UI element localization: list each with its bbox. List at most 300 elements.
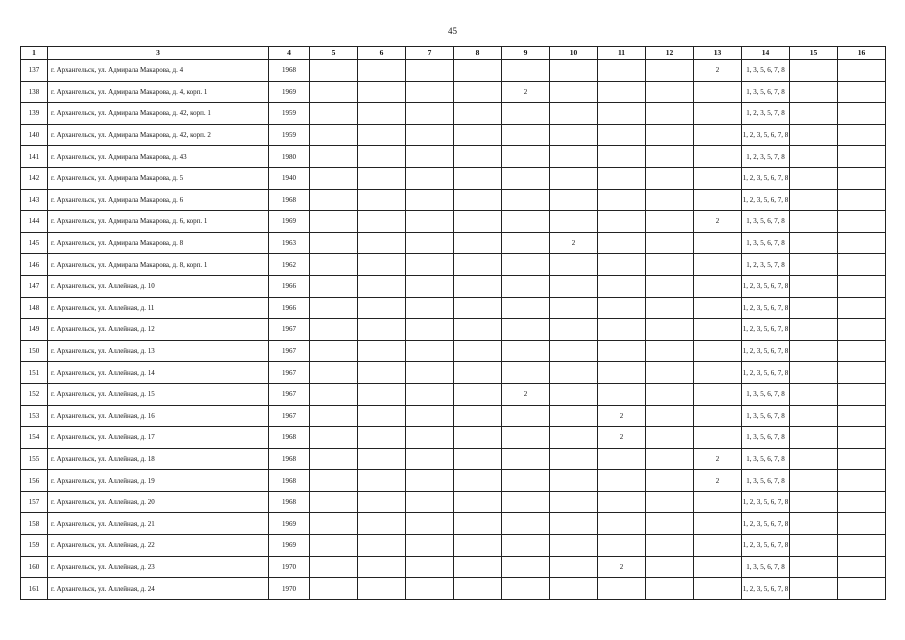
col10-cell bbox=[550, 427, 598, 449]
col16-cell bbox=[838, 362, 886, 384]
col11-cell bbox=[598, 340, 646, 362]
col5-cell bbox=[310, 297, 358, 319]
address-cell: г. Архангельск, ул. Аллейная, д. 15 bbox=[48, 383, 269, 405]
col11-cell bbox=[598, 146, 646, 168]
column-header: 6 bbox=[358, 47, 406, 60]
col13-cell bbox=[694, 491, 742, 513]
col16-cell bbox=[838, 513, 886, 535]
col15-cell bbox=[790, 448, 838, 470]
table-row bbox=[21, 383, 886, 405]
col8-cell bbox=[454, 189, 502, 211]
col5-cell bbox=[310, 146, 358, 168]
col14-cell: 1, 3, 5, 6, 7, 8 bbox=[742, 470, 790, 492]
year-cell: 1970 bbox=[269, 578, 310, 600]
col12-cell bbox=[646, 275, 694, 297]
table-row bbox=[21, 189, 886, 211]
col11-cell bbox=[598, 189, 646, 211]
col16-cell bbox=[838, 535, 886, 557]
col7-cell bbox=[406, 535, 454, 557]
col15-cell bbox=[790, 275, 838, 297]
table-row bbox=[21, 124, 886, 146]
col13-cell bbox=[694, 427, 742, 449]
row-number-cell: 153 bbox=[21, 405, 48, 427]
address-cell: г. Архангельск, ул. Аллейная, д. 12 bbox=[48, 319, 269, 341]
col6-cell bbox=[358, 340, 406, 362]
col9-cell bbox=[502, 578, 550, 600]
col16-cell bbox=[838, 275, 886, 297]
table-row bbox=[21, 60, 886, 82]
address-cell: г. Архангельск, ул. Адмирала Макарова, д. 42, корп. 2 bbox=[48, 124, 269, 146]
col6-cell bbox=[358, 189, 406, 211]
col10-cell bbox=[550, 556, 598, 578]
year-cell: 1968 bbox=[269, 448, 310, 470]
col16-cell bbox=[838, 189, 886, 211]
col5-cell bbox=[310, 513, 358, 535]
col15-cell bbox=[790, 211, 838, 233]
table-row bbox=[21, 275, 886, 297]
col10-cell bbox=[550, 491, 598, 513]
column-header: 14 bbox=[742, 47, 790, 60]
year-cell: 1967 bbox=[269, 405, 310, 427]
col7-cell bbox=[406, 319, 454, 341]
col16-cell bbox=[838, 340, 886, 362]
col14-cell: 1, 3, 5, 6, 7, 8 bbox=[742, 81, 790, 103]
col5-cell bbox=[310, 211, 358, 233]
col13-cell: 2 bbox=[694, 448, 742, 470]
col15-cell bbox=[790, 232, 838, 254]
column-header: 7 bbox=[406, 47, 454, 60]
col8-cell bbox=[454, 340, 502, 362]
col7-cell bbox=[406, 448, 454, 470]
col15-cell bbox=[790, 81, 838, 103]
col6-cell bbox=[358, 103, 406, 125]
col14-cell: 1, 2, 3, 5, 6, 7, 8 bbox=[742, 362, 790, 384]
year-cell: 1969 bbox=[269, 535, 310, 557]
table-row bbox=[21, 405, 886, 427]
col9-cell bbox=[502, 340, 550, 362]
col8-cell bbox=[454, 448, 502, 470]
col5-cell bbox=[310, 491, 358, 513]
col6-cell bbox=[358, 362, 406, 384]
col10-cell bbox=[550, 146, 598, 168]
col14-cell: 1, 3, 5, 6, 7, 8 bbox=[742, 427, 790, 449]
table-row bbox=[21, 427, 886, 449]
col5-cell bbox=[310, 448, 358, 470]
row-number-cell: 154 bbox=[21, 427, 48, 449]
col14-cell: 1, 2, 3, 5, 6, 7, 8 bbox=[742, 491, 790, 513]
page-number: 45 bbox=[448, 26, 457, 36]
col13-cell bbox=[694, 254, 742, 276]
col7-cell bbox=[406, 556, 454, 578]
col10-cell bbox=[550, 60, 598, 82]
col14-cell: 1, 3, 5, 6, 7, 8 bbox=[742, 448, 790, 470]
col9-cell: 2 bbox=[502, 383, 550, 405]
row-number-cell: 150 bbox=[21, 340, 48, 362]
col13-cell bbox=[694, 513, 742, 535]
col7-cell bbox=[406, 81, 454, 103]
col14-cell: 1, 2, 3, 5, 6, 7, 8 bbox=[742, 535, 790, 557]
col6-cell bbox=[358, 556, 406, 578]
col10-cell bbox=[550, 405, 598, 427]
column-header: 16 bbox=[838, 47, 886, 60]
col6-cell bbox=[358, 513, 406, 535]
col14-cell: 1, 3, 5, 6, 7, 8 bbox=[742, 556, 790, 578]
col15-cell bbox=[790, 103, 838, 125]
col12-cell bbox=[646, 211, 694, 233]
address-cell: г. Архангельск, ул. Аллейная, д. 18 bbox=[48, 448, 269, 470]
col11-cell: 2 bbox=[598, 556, 646, 578]
address-cell: г. Архангельск, ул. Аллейная, д. 21 bbox=[48, 513, 269, 535]
table-row bbox=[21, 362, 886, 384]
col14-cell: 1, 3, 5, 6, 7, 8 bbox=[742, 405, 790, 427]
col5-cell bbox=[310, 340, 358, 362]
table-row bbox=[21, 167, 886, 189]
col16-cell bbox=[838, 167, 886, 189]
col6-cell bbox=[358, 535, 406, 557]
col7-cell bbox=[406, 124, 454, 146]
col10-cell bbox=[550, 297, 598, 319]
col7-cell bbox=[406, 362, 454, 384]
address-cell: г. Архангельск, ул. Адмирала Макарова, д. 42, корп. 1 bbox=[48, 103, 269, 125]
table-row bbox=[21, 319, 886, 341]
col13-cell bbox=[694, 167, 742, 189]
col13-cell bbox=[694, 146, 742, 168]
column-header: 13 bbox=[694, 47, 742, 60]
col5-cell bbox=[310, 319, 358, 341]
col6-cell bbox=[358, 491, 406, 513]
row-number-cell: 144 bbox=[21, 211, 48, 233]
col6-cell bbox=[358, 167, 406, 189]
col12-cell bbox=[646, 340, 694, 362]
col10-cell bbox=[550, 254, 598, 276]
column-header: 3 bbox=[48, 47, 269, 60]
year-cell: 1959 bbox=[269, 124, 310, 146]
col15-cell bbox=[790, 362, 838, 384]
col9-cell bbox=[502, 254, 550, 276]
col9-cell bbox=[502, 513, 550, 535]
col5-cell bbox=[310, 254, 358, 276]
col11-cell bbox=[598, 578, 646, 600]
col12-cell bbox=[646, 189, 694, 211]
year-cell: 1968 bbox=[269, 427, 310, 449]
col8-cell bbox=[454, 232, 502, 254]
table-row bbox=[21, 232, 886, 254]
col7-cell bbox=[406, 427, 454, 449]
row-number-cell: 160 bbox=[21, 556, 48, 578]
col10-cell bbox=[550, 383, 598, 405]
col5-cell bbox=[310, 275, 358, 297]
col9-cell bbox=[502, 167, 550, 189]
col12-cell bbox=[646, 470, 694, 492]
col14-cell: 1, 2, 3, 5, 7, 8 bbox=[742, 254, 790, 276]
col11-cell bbox=[598, 124, 646, 146]
col12-cell bbox=[646, 81, 694, 103]
col15-cell bbox=[790, 146, 838, 168]
year-cell: 1967 bbox=[269, 319, 310, 341]
year-cell: 1969 bbox=[269, 81, 310, 103]
col12-cell bbox=[646, 319, 694, 341]
col15-cell bbox=[790, 535, 838, 557]
col8-cell bbox=[454, 405, 502, 427]
col15-cell bbox=[790, 427, 838, 449]
col8-cell bbox=[454, 297, 502, 319]
address-cell: г. Архангельск, ул. Аллейная, д. 24 bbox=[48, 578, 269, 600]
col16-cell bbox=[838, 232, 886, 254]
col11-cell bbox=[598, 513, 646, 535]
col15-cell bbox=[790, 167, 838, 189]
address-cell: г. Архангельск, ул. Адмирала Макарова, д. 4, корп. 1 bbox=[48, 81, 269, 103]
col6-cell bbox=[358, 81, 406, 103]
col6-cell bbox=[358, 275, 406, 297]
col10-cell bbox=[550, 211, 598, 233]
column-header: 11 bbox=[598, 47, 646, 60]
col16-cell bbox=[838, 124, 886, 146]
col13-cell bbox=[694, 319, 742, 341]
col9-cell bbox=[502, 556, 550, 578]
col16-cell bbox=[838, 578, 886, 600]
col16-cell bbox=[838, 297, 886, 319]
col12-cell bbox=[646, 254, 694, 276]
col15-cell bbox=[790, 470, 838, 492]
year-cell: 1968 bbox=[269, 60, 310, 82]
year-cell: 1980 bbox=[269, 146, 310, 168]
col5-cell bbox=[310, 535, 358, 557]
year-cell: 1968 bbox=[269, 189, 310, 211]
col6-cell bbox=[358, 427, 406, 449]
col10-cell bbox=[550, 470, 598, 492]
col11-cell bbox=[598, 81, 646, 103]
col11-cell bbox=[598, 319, 646, 341]
col9-cell bbox=[502, 232, 550, 254]
col12-cell bbox=[646, 405, 694, 427]
address-cell: г. Архангельск, ул. Адмирала Макарова, д. 6 bbox=[48, 189, 269, 211]
row-number-cell: 147 bbox=[21, 275, 48, 297]
row-number-cell: 152 bbox=[21, 383, 48, 405]
col16-cell bbox=[838, 427, 886, 449]
table-row bbox=[21, 491, 886, 513]
col16-cell bbox=[838, 319, 886, 341]
column-header: 15 bbox=[790, 47, 838, 60]
year-cell: 1967 bbox=[269, 383, 310, 405]
col8-cell bbox=[454, 535, 502, 557]
col11-cell bbox=[598, 383, 646, 405]
col13-cell: 2 bbox=[694, 60, 742, 82]
col13-cell bbox=[694, 81, 742, 103]
col9-cell bbox=[502, 427, 550, 449]
col14-cell: 1, 2, 3, 5, 6, 7, 8 bbox=[742, 275, 790, 297]
col13-cell bbox=[694, 340, 742, 362]
year-cell: 1967 bbox=[269, 340, 310, 362]
col13-cell bbox=[694, 297, 742, 319]
col8-cell bbox=[454, 470, 502, 492]
col6-cell bbox=[358, 232, 406, 254]
col7-cell bbox=[406, 167, 454, 189]
col9-cell bbox=[502, 362, 550, 384]
year-cell: 1969 bbox=[269, 211, 310, 233]
col14-cell: 1, 2, 3, 5, 6, 7, 8 bbox=[742, 189, 790, 211]
col16-cell bbox=[838, 81, 886, 103]
col10-cell bbox=[550, 513, 598, 535]
col8-cell bbox=[454, 81, 502, 103]
col16-cell bbox=[838, 254, 886, 276]
row-number-cell: 142 bbox=[21, 167, 48, 189]
row-number-cell: 140 bbox=[21, 124, 48, 146]
col9-cell bbox=[502, 448, 550, 470]
col7-cell bbox=[406, 254, 454, 276]
col9-cell bbox=[502, 470, 550, 492]
address-cell: г. Архангельск, ул. Адмирала Макарова, д. 43 bbox=[48, 146, 269, 168]
year-cell: 1959 bbox=[269, 103, 310, 125]
col9-cell bbox=[502, 319, 550, 341]
col12-cell bbox=[646, 535, 694, 557]
column-header: 10 bbox=[550, 47, 598, 60]
address-cell: г. Архангельск, ул. Аллейная, д. 16 bbox=[48, 405, 269, 427]
col15-cell bbox=[790, 405, 838, 427]
table-row bbox=[21, 103, 886, 125]
col14-cell: 1, 2, 3, 5, 6, 7, 8 bbox=[742, 297, 790, 319]
col8-cell bbox=[454, 167, 502, 189]
table-row bbox=[21, 297, 886, 319]
col5-cell bbox=[310, 362, 358, 384]
col6-cell bbox=[358, 60, 406, 82]
col15-cell bbox=[790, 60, 838, 82]
row-number-cell: 157 bbox=[21, 491, 48, 513]
col6-cell bbox=[358, 448, 406, 470]
column-header: 5 bbox=[310, 47, 358, 60]
address-cell: г. Архангельск, ул. Адмирала Макарова, д. 8 bbox=[48, 232, 269, 254]
address-cell: г. Архангельск, ул. Аллейная, д. 23 bbox=[48, 556, 269, 578]
column-header: 12 bbox=[646, 47, 694, 60]
col5-cell bbox=[310, 232, 358, 254]
col12-cell bbox=[646, 383, 694, 405]
col13-cell: 2 bbox=[694, 211, 742, 233]
table-body bbox=[21, 60, 886, 600]
row-number-cell: 151 bbox=[21, 362, 48, 384]
col8-cell bbox=[454, 103, 502, 125]
col8-cell bbox=[454, 362, 502, 384]
col7-cell bbox=[406, 470, 454, 492]
col7-cell bbox=[406, 60, 454, 82]
col14-cell: 1, 2, 3, 5, 6, 7, 8 bbox=[742, 578, 790, 600]
col6-cell bbox=[358, 383, 406, 405]
col12-cell bbox=[646, 124, 694, 146]
col10-cell bbox=[550, 535, 598, 557]
col13-cell bbox=[694, 535, 742, 557]
row-number-cell: 146 bbox=[21, 254, 48, 276]
col15-cell bbox=[790, 189, 838, 211]
address-cell: г. Архангельск, ул. Аллейная, д. 20 bbox=[48, 491, 269, 513]
table-row bbox=[21, 578, 886, 600]
col12-cell bbox=[646, 578, 694, 600]
col5-cell bbox=[310, 578, 358, 600]
col14-cell: 1, 2, 3, 5, 6, 7, 8 bbox=[742, 319, 790, 341]
col13-cell bbox=[694, 189, 742, 211]
col10-cell bbox=[550, 81, 598, 103]
col16-cell bbox=[838, 383, 886, 405]
col9-cell: 2 bbox=[502, 81, 550, 103]
address-cell: г. Архангельск, ул. Аллейная, д. 22 bbox=[48, 535, 269, 557]
col5-cell bbox=[310, 556, 358, 578]
col8-cell bbox=[454, 491, 502, 513]
col8-cell bbox=[454, 254, 502, 276]
row-number-cell: 149 bbox=[21, 319, 48, 341]
col6-cell bbox=[358, 124, 406, 146]
year-cell: 1966 bbox=[269, 275, 310, 297]
col14-cell: 1, 3, 5, 6, 7, 8 bbox=[742, 383, 790, 405]
col5-cell bbox=[310, 405, 358, 427]
table-row bbox=[21, 81, 886, 103]
col10-cell bbox=[550, 103, 598, 125]
col8-cell bbox=[454, 556, 502, 578]
col12-cell bbox=[646, 491, 694, 513]
col13-cell bbox=[694, 556, 742, 578]
col13-cell bbox=[694, 362, 742, 384]
col7-cell bbox=[406, 340, 454, 362]
col11-cell bbox=[598, 254, 646, 276]
col15-cell bbox=[790, 513, 838, 535]
col12-cell bbox=[646, 60, 694, 82]
row-number-cell: 139 bbox=[21, 103, 48, 125]
col9-cell bbox=[502, 275, 550, 297]
table-row bbox=[21, 535, 886, 557]
row-number-cell: 155 bbox=[21, 448, 48, 470]
row-number-cell: 143 bbox=[21, 189, 48, 211]
address-cell: г. Архангельск, ул. Адмирала Макарова, д. 4 bbox=[48, 60, 269, 82]
col12-cell bbox=[646, 232, 694, 254]
col11-cell bbox=[598, 448, 646, 470]
col12-cell bbox=[646, 427, 694, 449]
col8-cell bbox=[454, 211, 502, 233]
address-cell: г. Архангельск, ул. Адмирала Макарова, д. 8, корп. 1 bbox=[48, 254, 269, 276]
col6-cell bbox=[358, 405, 406, 427]
col15-cell bbox=[790, 124, 838, 146]
col11-cell bbox=[598, 491, 646, 513]
col11-cell bbox=[598, 167, 646, 189]
col8-cell bbox=[454, 319, 502, 341]
row-number-cell: 156 bbox=[21, 470, 48, 492]
col8-cell bbox=[454, 124, 502, 146]
col12-cell bbox=[646, 167, 694, 189]
table-row bbox=[21, 211, 886, 233]
col9-cell bbox=[502, 124, 550, 146]
col16-cell bbox=[838, 556, 886, 578]
table-row bbox=[21, 556, 886, 578]
col10-cell bbox=[550, 448, 598, 470]
col15-cell bbox=[790, 319, 838, 341]
col16-cell bbox=[838, 211, 886, 233]
col5-cell bbox=[310, 189, 358, 211]
row-number-cell: 138 bbox=[21, 81, 48, 103]
year-cell: 1968 bbox=[269, 491, 310, 513]
col10-cell bbox=[550, 362, 598, 384]
col12-cell bbox=[646, 448, 694, 470]
table-row bbox=[21, 513, 886, 535]
col9-cell bbox=[502, 189, 550, 211]
col14-cell: 1, 3, 5, 6, 7, 8 bbox=[742, 232, 790, 254]
col6-cell bbox=[358, 470, 406, 492]
col7-cell bbox=[406, 578, 454, 600]
col7-cell bbox=[406, 211, 454, 233]
col7-cell bbox=[406, 275, 454, 297]
col14-cell: 1, 3, 5, 6, 7, 8 bbox=[742, 60, 790, 82]
address-cell: г. Архангельск, ул. Аллейная, д. 14 bbox=[48, 362, 269, 384]
col14-cell: 1, 2, 3, 5, 6, 7, 8 bbox=[742, 340, 790, 362]
col10-cell bbox=[550, 124, 598, 146]
row-number-cell: 137 bbox=[21, 60, 48, 82]
col14-cell: 1, 3, 5, 6, 7, 8 bbox=[742, 211, 790, 233]
col12-cell bbox=[646, 556, 694, 578]
col16-cell bbox=[838, 470, 886, 492]
